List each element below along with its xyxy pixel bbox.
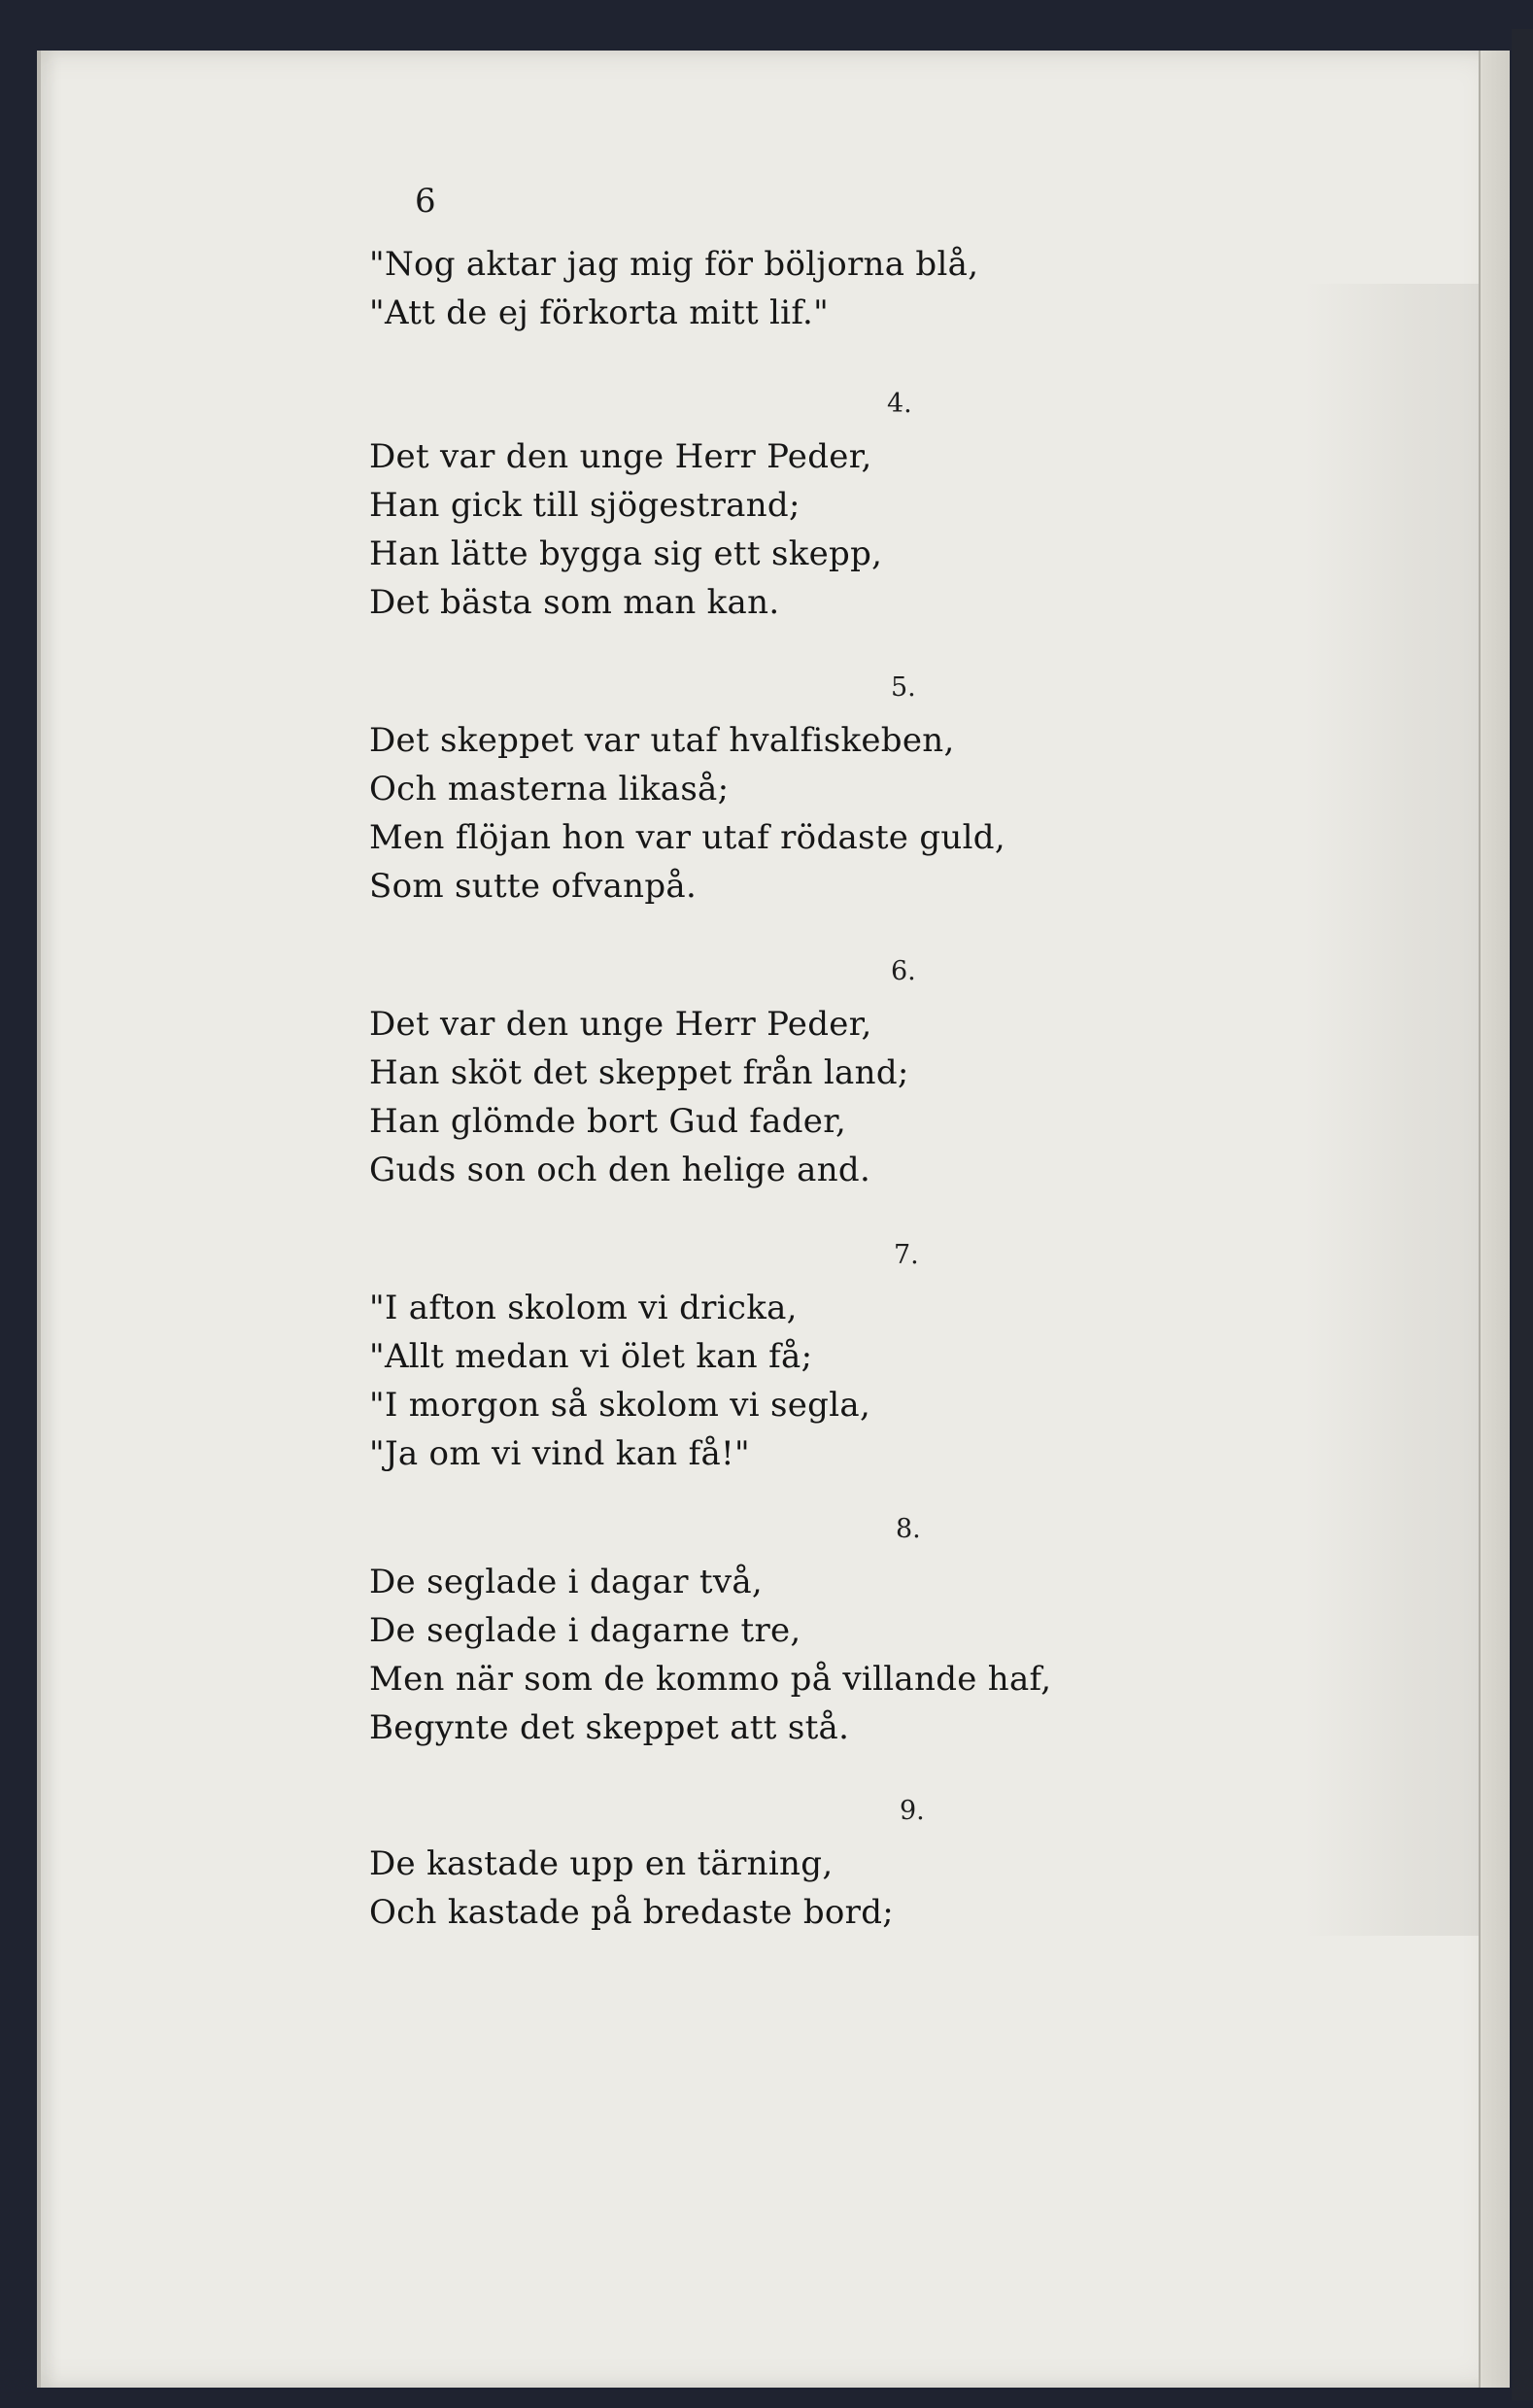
poem-line: Han sköt det skeppet från land;	[369, 1053, 909, 1092]
stanza-number: 5.	[891, 672, 916, 703]
poem-line: De seglade i dagarne tre,	[369, 1611, 801, 1650]
poem-line: Det bästa som man kan.	[369, 583, 780, 622]
scan-edge	[1512, 29, 1533, 2400]
poem-line: "Att de ej förkorta mitt lif."	[369, 293, 830, 332]
poem-line: Det var den unge Herr Peder,	[369, 437, 872, 476]
poem-line: Som sutte ofvanpå.	[369, 867, 698, 906]
poem-line: Han gick till sjögestrand;	[369, 486, 801, 525]
stanza-number: 8.	[896, 1514, 921, 1544]
poem-line: "I morgon så skolom vi segla,	[369, 1386, 871, 1425]
poem-line: Men när som de kommo på villande haf,	[369, 1660, 1052, 1699]
show-through-text	[1304, 284, 1498, 1936]
poem-line: Han glömde bort Gud fader,	[369, 1102, 847, 1141]
poem-line: "Nog aktar jag mig för böljorna blå,	[369, 245, 979, 284]
poem-line: Begynte det skeppet att stå.	[369, 1708, 850, 1747]
stanza-number: 9.	[900, 1796, 925, 1826]
poem-line: Men flöjan hon var utaf rödaste guld,	[369, 818, 1005, 857]
book-page	[37, 51, 1510, 2388]
poem-line: De seglade i dagar två,	[369, 1563, 764, 1601]
poem-line: "Allt medan vi ölet kan få;	[369, 1337, 813, 1376]
poem-line: Och masterna likaså;	[369, 770, 730, 808]
poem-line: Och kastade på bredaste bord;	[369, 1893, 895, 1932]
poem-line: Han lätte bygga sig ett skepp,	[369, 534, 883, 573]
poem-line: "Ja om vi vind kan få!"	[369, 1434, 750, 1473]
poem-line: "I afton skolom vi dricka,	[369, 1289, 798, 1327]
page-gutter	[1479, 51, 1510, 2388]
stanza-number: 7.	[894, 1240, 919, 1270]
stanza-number: 6.	[891, 956, 916, 986]
page-number: 6	[415, 182, 436, 221]
poem-line: Det skeppet var utaf hvalfiskeben,	[369, 721, 955, 760]
poem-line: Guds son och den helige and.	[369, 1151, 871, 1189]
stanza-number: 4.	[887, 389, 912, 419]
poem-line: De kastade upp en tärning,	[369, 1844, 834, 1883]
poem-line: Det var den unge Herr Peder,	[369, 1005, 872, 1044]
